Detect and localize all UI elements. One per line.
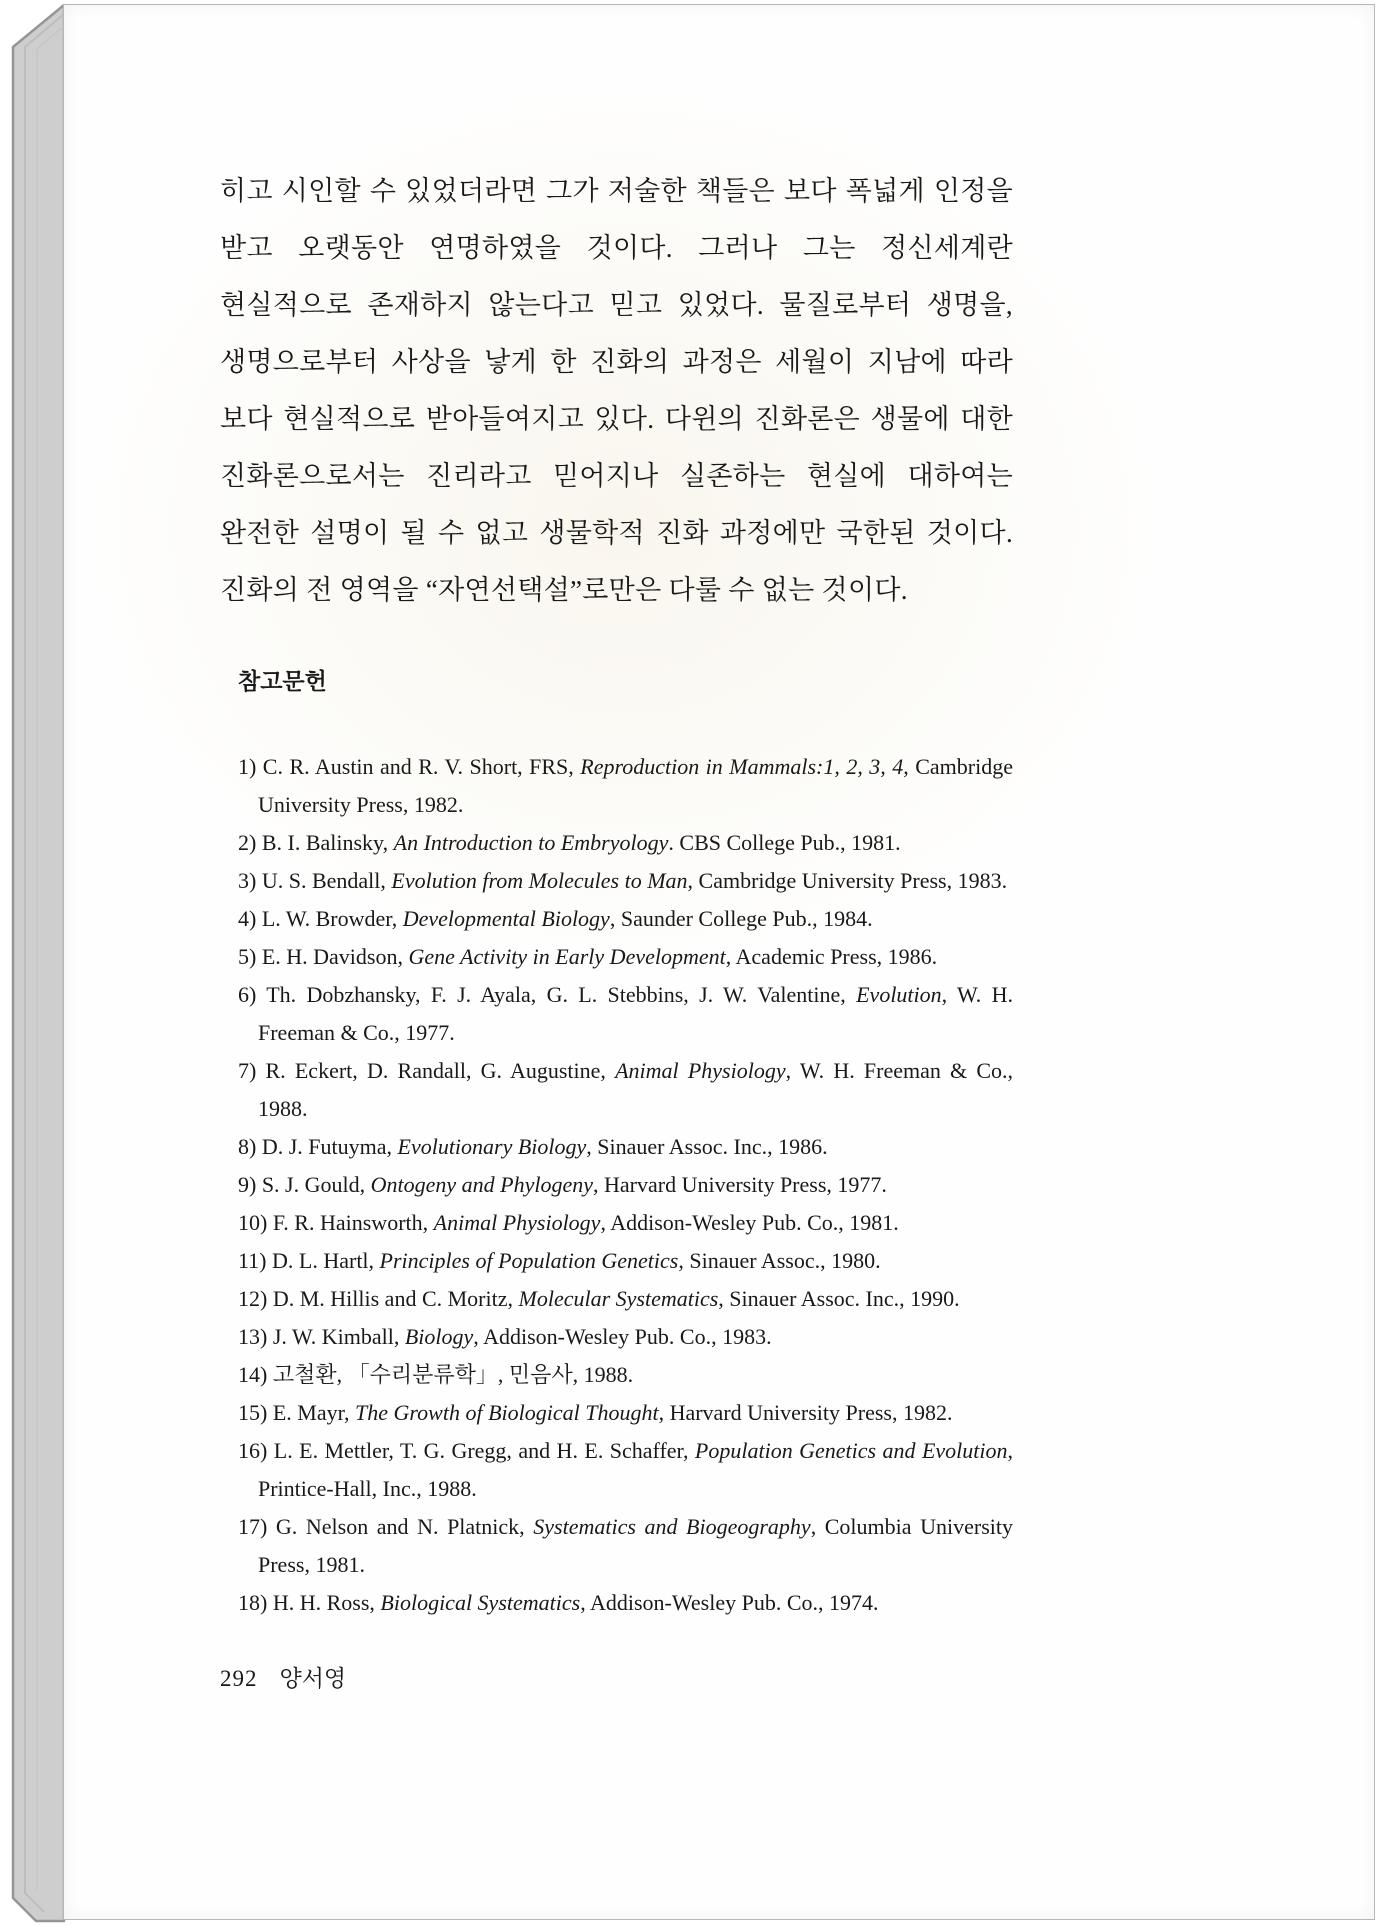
reference-text: 13) J. W. Kimball, <box>238 1324 405 1349</box>
reference-text: , Cambridge University Press, 1983. <box>687 868 1008 893</box>
reference-book-title: Developmental Biology <box>402 906 610 931</box>
reference-text: , Sinauer Assoc., 1980. <box>678 1248 881 1273</box>
page-number: 292 <box>220 1666 258 1691</box>
reference-text: 16) L. E. Mettler, T. G. Gregg, and H. E. Schaffer, <box>238 1438 695 1463</box>
reference-text: 18) H. H. Ross, <box>238 1590 381 1615</box>
reference-text: 15) E. Mayr, <box>238 1400 356 1425</box>
reference-item <box>238 1318 1013 1356</box>
reference-book-title: An Introduction to Embryology <box>393 830 669 855</box>
reference-book-title: Population Genetics and Evolution <box>694 1438 1008 1463</box>
page-content <box>220 163 1013 1693</box>
reference-text: 8) D. J. Futuyma, <box>238 1134 398 1159</box>
reference-text: , Sinauer Assoc. Inc., 1990. <box>718 1286 960 1311</box>
reference-text: 2) B. I. Balinsky, <box>238 830 394 855</box>
reference-item <box>238 862 1013 900</box>
reference-text: , W. H. Freeman & Co., 1977. <box>258 982 1013 1045</box>
reference-text: 3) U. S. Bendall, <box>238 868 392 893</box>
reference-book-title: Ontogeny and Phylogeny <box>370 1172 593 1197</box>
reference-item <box>238 1394 1013 1432</box>
reference-text: , Saunder College Pub., 1984. <box>609 906 873 931</box>
reference-item <box>238 938 1013 976</box>
reference-item <box>238 976 1013 1052</box>
reference-item <box>238 900 1013 938</box>
reference-book-title: Animal Physiology <box>615 1058 786 1083</box>
reference-text: , Cambridge University Press, 1982. <box>258 754 1013 817</box>
reference-list <box>238 748 1013 1622</box>
reference-item <box>238 1508 1013 1584</box>
reference-book-title: The Growth of Biological Thought <box>355 1400 659 1425</box>
reference-text: 6) Th. Dobzhansky, F. J. Ayala, G. L. Stebbins, J. W. Valentine, <box>238 982 857 1007</box>
reference-item <box>238 748 1013 824</box>
reference-book-title: Animal Physiology <box>433 1210 601 1235</box>
reference-text: 9) S. J. Gould, <box>238 1172 371 1197</box>
reference-text: , Sinauer Assoc. Inc., 1986. <box>586 1134 828 1159</box>
reference-item <box>238 1128 1013 1166</box>
reference-text: 4) L. W. Browder, <box>238 906 403 931</box>
reference-item <box>238 1242 1013 1280</box>
reference-book-title: Gene Activity in Early Development <box>408 944 726 969</box>
reference-text: 1) C. R. Austin and R. V. Short, FRS, <box>238 754 581 779</box>
reference-book-title: Systematics and Biogeography <box>533 1514 811 1539</box>
reference-item <box>238 1052 1013 1128</box>
book-page <box>63 4 1375 1920</box>
reference-text: , Harvard University Press, 1982. <box>658 1400 953 1425</box>
reference-book-title: Evolution <box>856 982 942 1007</box>
reference-text: , Academic Press, 1986. <box>725 944 938 969</box>
reference-text: , Harvard University Press, 1977. <box>593 1172 887 1197</box>
reference-item <box>238 1432 1013 1508</box>
reference-text: , Addison-Wesley Pub. Co., 1981. <box>600 1210 899 1235</box>
reference-text: 7) R. Eckert, D. Randall, G. Augustine, <box>238 1058 616 1083</box>
reference-item <box>238 1166 1013 1204</box>
reference-text: 14) 고철환, 「수리분류학」, 민음사, 1988. <box>238 1362 634 1387</box>
reference-book-title: Principles of Population Genetics <box>379 1248 679 1273</box>
reference-item <box>238 1204 1013 1242</box>
reference-text: , W. H. Freeman & Co., 1988. <box>258 1058 1014 1121</box>
reference-item <box>238 1584 1013 1622</box>
reference-text: , Addison-Wesley Pub. Co., 1983. <box>473 1324 772 1349</box>
reference-book-title: Evolutionary Biology <box>397 1134 587 1159</box>
reference-item <box>238 1356 1013 1394</box>
reference-book-title: Evolution from Molecules to Man <box>391 868 688 893</box>
reference-text: 10) F. R. Hainsworth, <box>238 1210 434 1235</box>
body-paragraph: 히고 시인할 수 있었더라면 그가 저술한 책들은 보다 폭넓게 인정을 받고 오랫동안 연명하였을 것이다. 그러나 그는 정신세계란 현실적으로 존재하지 않는다고 믿고 있었다. 물질로부터 생명을, 생명으로부터 사상을 낳게 한 진화의 과정은 세월이 지남에 따라 보다 현실적으로 받아들여지고 있다. 다윈의 진화론은 생물에 대한 진화론으로서는 진리라고 믿어지나 실존하는 현실에 대하여는 완전한 설명이 될 수 없고 생물학적 진화 과정에만 국한된 것이다. 진화의 전 영역을 “자연선택설”로만은 다룰 수 없는 것이다. <box>220 176 1013 605</box>
reference-book-title: Biology <box>404 1324 474 1349</box>
reference-book-title: Biological Systematics <box>380 1590 581 1615</box>
reference-text: 12) D. M. Hillis and C. Moritz, <box>238 1286 519 1311</box>
author-name: 양서영 <box>279 1665 347 1691</box>
reference-text: , Addison-Wesley Pub. Co., 1974. <box>580 1590 879 1615</box>
references-heading: 참고문헌 <box>238 668 327 694</box>
reference-text: , Printice-Hall, Inc., 1988. <box>258 1438 1013 1501</box>
reference-text: 11) D. L. Hartl, <box>238 1248 380 1273</box>
reference-book-title: Molecular Systematics <box>518 1286 719 1311</box>
reference-item <box>238 824 1013 862</box>
reference-text: 5) E. H. Davidson, <box>238 944 409 969</box>
page-footer <box>220 1660 1013 1693</box>
reference-text: . CBS College Pub., 1981. <box>668 830 901 855</box>
reference-text: , Columbia University Press, 1981. <box>258 1514 1013 1577</box>
reference-text: 17) G. Nelson and N. Platnick, <box>238 1514 534 1539</box>
reference-item <box>238 1280 1013 1318</box>
reference-book-title: Reproduction in Mammals:1, 2, 3, 4 <box>580 754 904 779</box>
